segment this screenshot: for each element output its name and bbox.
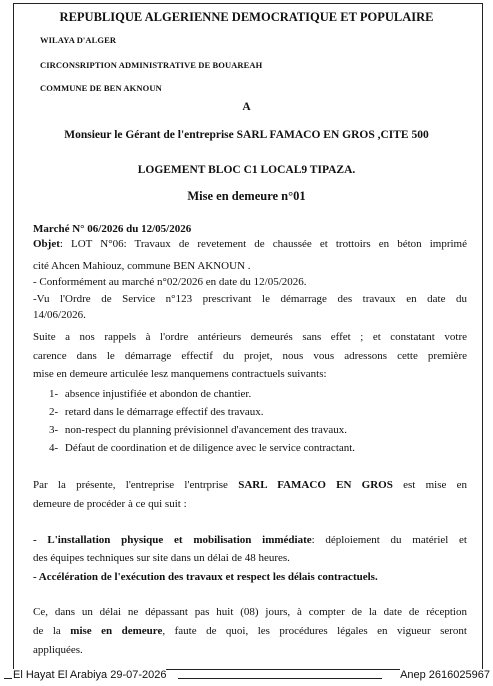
commune-line: COMMUNE DE BEN AKNOUN [40,83,162,93]
objet-text-1: : LOT N°06: Travaux de revetement de chaussée et trottoirs en béton imprimé [59,238,467,250]
conformement-line: - Conformément au marché n°02/2026 en date du 12/05/2026. [33,276,307,288]
marche-reference: Marché N° 06/2026 du 12/05/2026 [33,223,192,235]
suite-line-3: mise en demeure articulée lesz manquemens contractuels suivants: [33,368,327,380]
company-name: SARL FAMACO EN GROS [238,479,393,491]
republic-heading: REPUBLIQUE ALGERIENNE DEMOCRATIQUE ET POPULAIRE [59,10,434,24]
closing-line-2: de la mise en demeure, faute de quoi, les procédures légales en vigueur seront [33,625,467,637]
footer-anep-reference: Anep 2616025967 [400,669,490,681]
list-item: 1- absence injustifiée et abondon de chantier. [49,388,252,400]
closing-line-1: Ce, dans un délai ne dépassant pas huit (08) jours, à compter de la date de réception [33,606,467,618]
recipient-line-1: Monsieur le Gérant de l'entreprise SARL FAMACO EN GROS ,CITE 500 [64,129,429,141]
objet-label: Objet [33,238,60,250]
closing-line-3: appliquées. [33,644,83,656]
presente-line-1: Par la présente, l'entreprise l'entrprise SARL FAMACO EN GROS est mise en [33,479,468,491]
list-item: 2- retard dans le démarrage effectif des travaux. [49,406,264,418]
footer-rule-left [4,678,12,679]
suite-line-1: Suite a nos rappels à l'ordre antérieurs demeurés sans effet ; et constatant votre [33,331,467,343]
installation-line-1: - L'installation physique et mobilisation immédiate: déploiement du matériel et [33,534,467,546]
footer-publication: El Hayat El Arabiya 29-07-2026 [13,669,167,681]
list-item: 4- Défaut de coordination et de diligence avec le service contractant. [49,442,356,454]
list-item: 3- non-respect du planning prévisionnel d'avancement des travaux. [49,424,348,436]
objet-line-1 [33,237,467,252]
footer-rule-middle [178,678,382,679]
ordre-service-line-1: -Vu l'Ordre de Service n°123 prescrivant le démarrage des travaux en date du [33,293,467,305]
wilaya-line: WILAYA D'ALGER [40,35,117,45]
circonscription-line: CIRCONSRIPTION ADMINISTRATIVE DE BOUAREAH [40,60,263,70]
presente-line-2: demeure de procéder à ce qui suit : [33,498,187,510]
installation-line-2: des équipes techniques sur site dans un délai de 48 heures. [33,552,290,564]
acceleration-line: - Accélération de l'exécution des travaux et respect les délais contractuels. [33,571,378,583]
recipient-a: A [242,101,251,113]
ordre-service-line-2: 14/06/2026. [33,309,86,321]
objet-line-2: cité Ahcen Mahiouz, commune BEN AKNOUN . [33,260,251,272]
recipient-line-2: LOGEMENT BLOC C1 LOCAL9 TIPAZA. [137,164,356,176]
suite-line-2: carence dans le démarrage effectif du projet, nous vous adressons cette première [33,350,467,362]
document-title: Mise en demeure n°01 [187,189,306,203]
